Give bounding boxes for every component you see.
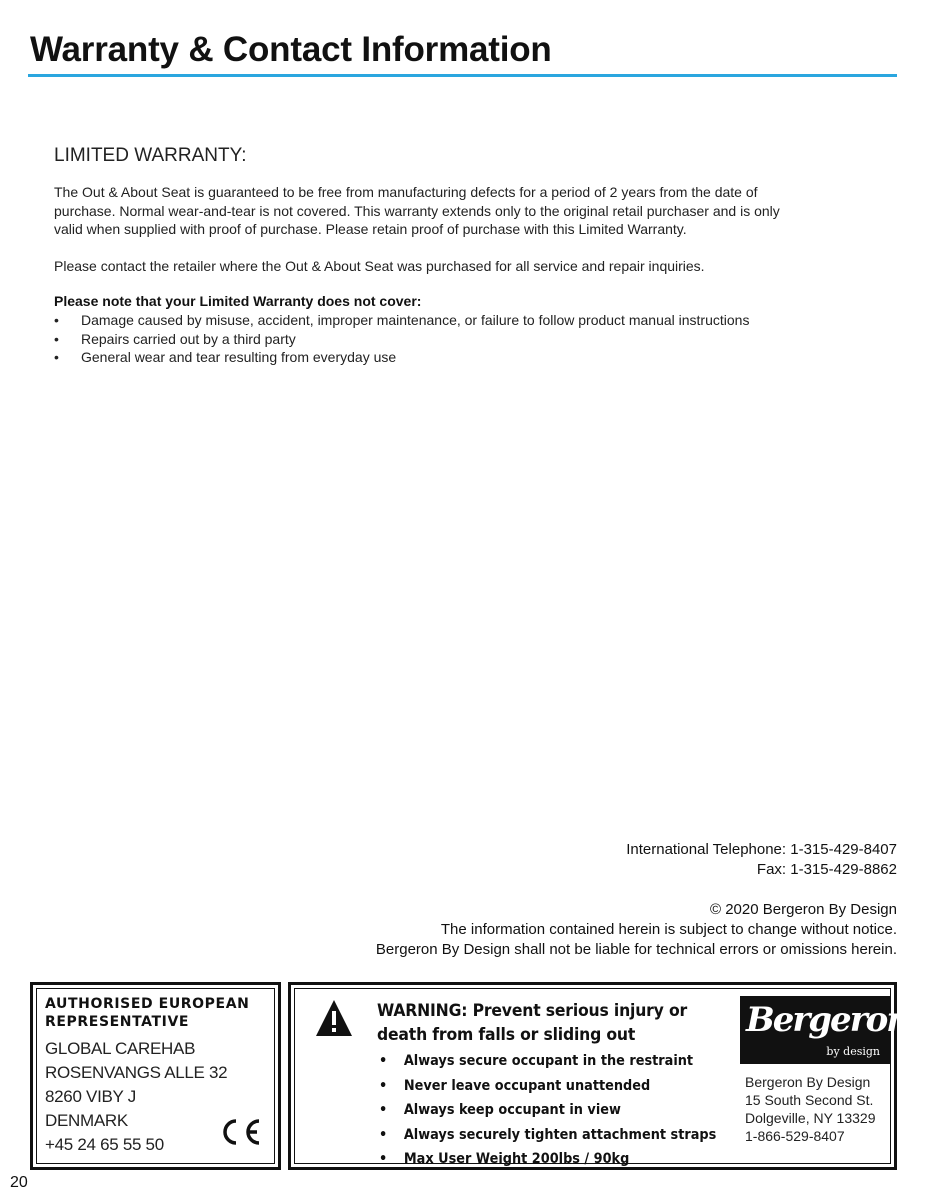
change-notice: The information contained herein is subject to change without notice. — [440, 921, 897, 938]
copyright: © 2020 Bergeron By Design — [710, 901, 897, 918]
ce-mark-icon — [219, 1117, 263, 1147]
warranty-paragraph-line: The Out & About Seat is guaranteed to be free from manufacturing defects for a period of 2 years from the date of — [54, 184, 758, 200]
address-line: GLOBAL CAREHAB — [45, 1039, 196, 1058]
title-underline — [28, 74, 897, 77]
warning-box — [288, 982, 909, 1170]
warning-heading — [377, 999, 690, 1047]
company-address — [745, 1073, 876, 1145]
address-line: +45 24 65 55 50 — [45, 1135, 164, 1154]
liability-notice: Bergeron By Design shall not be liable for technical errors or omissions herein. — [375, 941, 897, 958]
warning-triangle-icon — [314, 998, 354, 1038]
international-telephone: International Telephone: 1-315-429-8407 — [626, 841, 897, 858]
list-item: • Always securely tighten attachment straps — [379, 1123, 716, 1148]
eu-representative-address — [45, 1037, 227, 1157]
legal-block — [376, 900, 897, 960]
address-line: DENMARK — [45, 1111, 128, 1130]
contact-block — [626, 840, 897, 880]
list-item: • Damage caused by misuse, accident, improper maintenance, or failure to follow product manual instructions — [54, 311, 749, 330]
eu-heading-line: REPRESENTATIVE — [45, 1014, 190, 1030]
list-item: • General wear and tear resulting from everyday use — [54, 348, 749, 367]
service-paragraph: Please contact the retailer where the Out & About Seat was purchased for all service and repair inquiries. — [54, 258, 705, 274]
list-item: • Always keep occupant in view — [379, 1098, 716, 1123]
warranty-paragraph-line: purchase. Normal wear-and-tear is not covered. This warranty extends only to the original retail purchaser and is only — [54, 202, 780, 219]
warranty-paragraph-line: valid when supplied with proof of purchase. Please retain proof of purchase with this Limited Warranty. — [54, 221, 687, 237]
list-item: • Max User Weight 200lbs / 90kg — [379, 1147, 716, 1172]
eu-heading-line: AUTHORISED EUROPEAN — [45, 996, 250, 1012]
company-street: 15 South Second St. — [745, 1092, 874, 1108]
logo-tagline: by design — [826, 1045, 880, 1058]
warranty-paragraph — [54, 183, 854, 239]
exclusions-list — [54, 311, 749, 367]
warning-list — [379, 1049, 746, 1172]
company-city: Dolgeville, NY 13329 — [745, 1110, 876, 1126]
page-number: 20 — [10, 1174, 28, 1191]
list-item: • Repairs carried out by a third party — [54, 330, 749, 349]
warning-heading-line: WARNING: Prevent serious injury or — [377, 1001, 688, 1021]
eu-representative-box — [30, 982, 281, 1170]
address-line: 8260 VIBY J — [45, 1087, 136, 1106]
bergeron-logo — [740, 996, 909, 1064]
limited-warranty-heading: LIMITED WARRANTY: — [54, 145, 247, 166]
warning-heading-line: death from falls or sliding out — [377, 1025, 636, 1045]
company-phone: 1-866-529-8407 — [745, 1128, 845, 1144]
list-item: • Never leave occupant unattended — [379, 1074, 716, 1099]
list-item: • Always secure occupant in the restraint — [379, 1049, 716, 1074]
address-line: ROSENVANGS ALLE 32 — [45, 1063, 228, 1082]
fax-number: Fax: 1-315-429-8862 — [756, 861, 897, 878]
eu-representative-heading — [45, 995, 249, 1031]
exclusions-heading: Please note that your Limited Warranty does not cover: — [54, 293, 422, 309]
page-title: Warranty & Contact Information — [30, 30, 552, 69]
company-name: Bergeron By Design — [745, 1074, 871, 1090]
logo-wordmark: Bergeron — [746, 1000, 909, 1040]
